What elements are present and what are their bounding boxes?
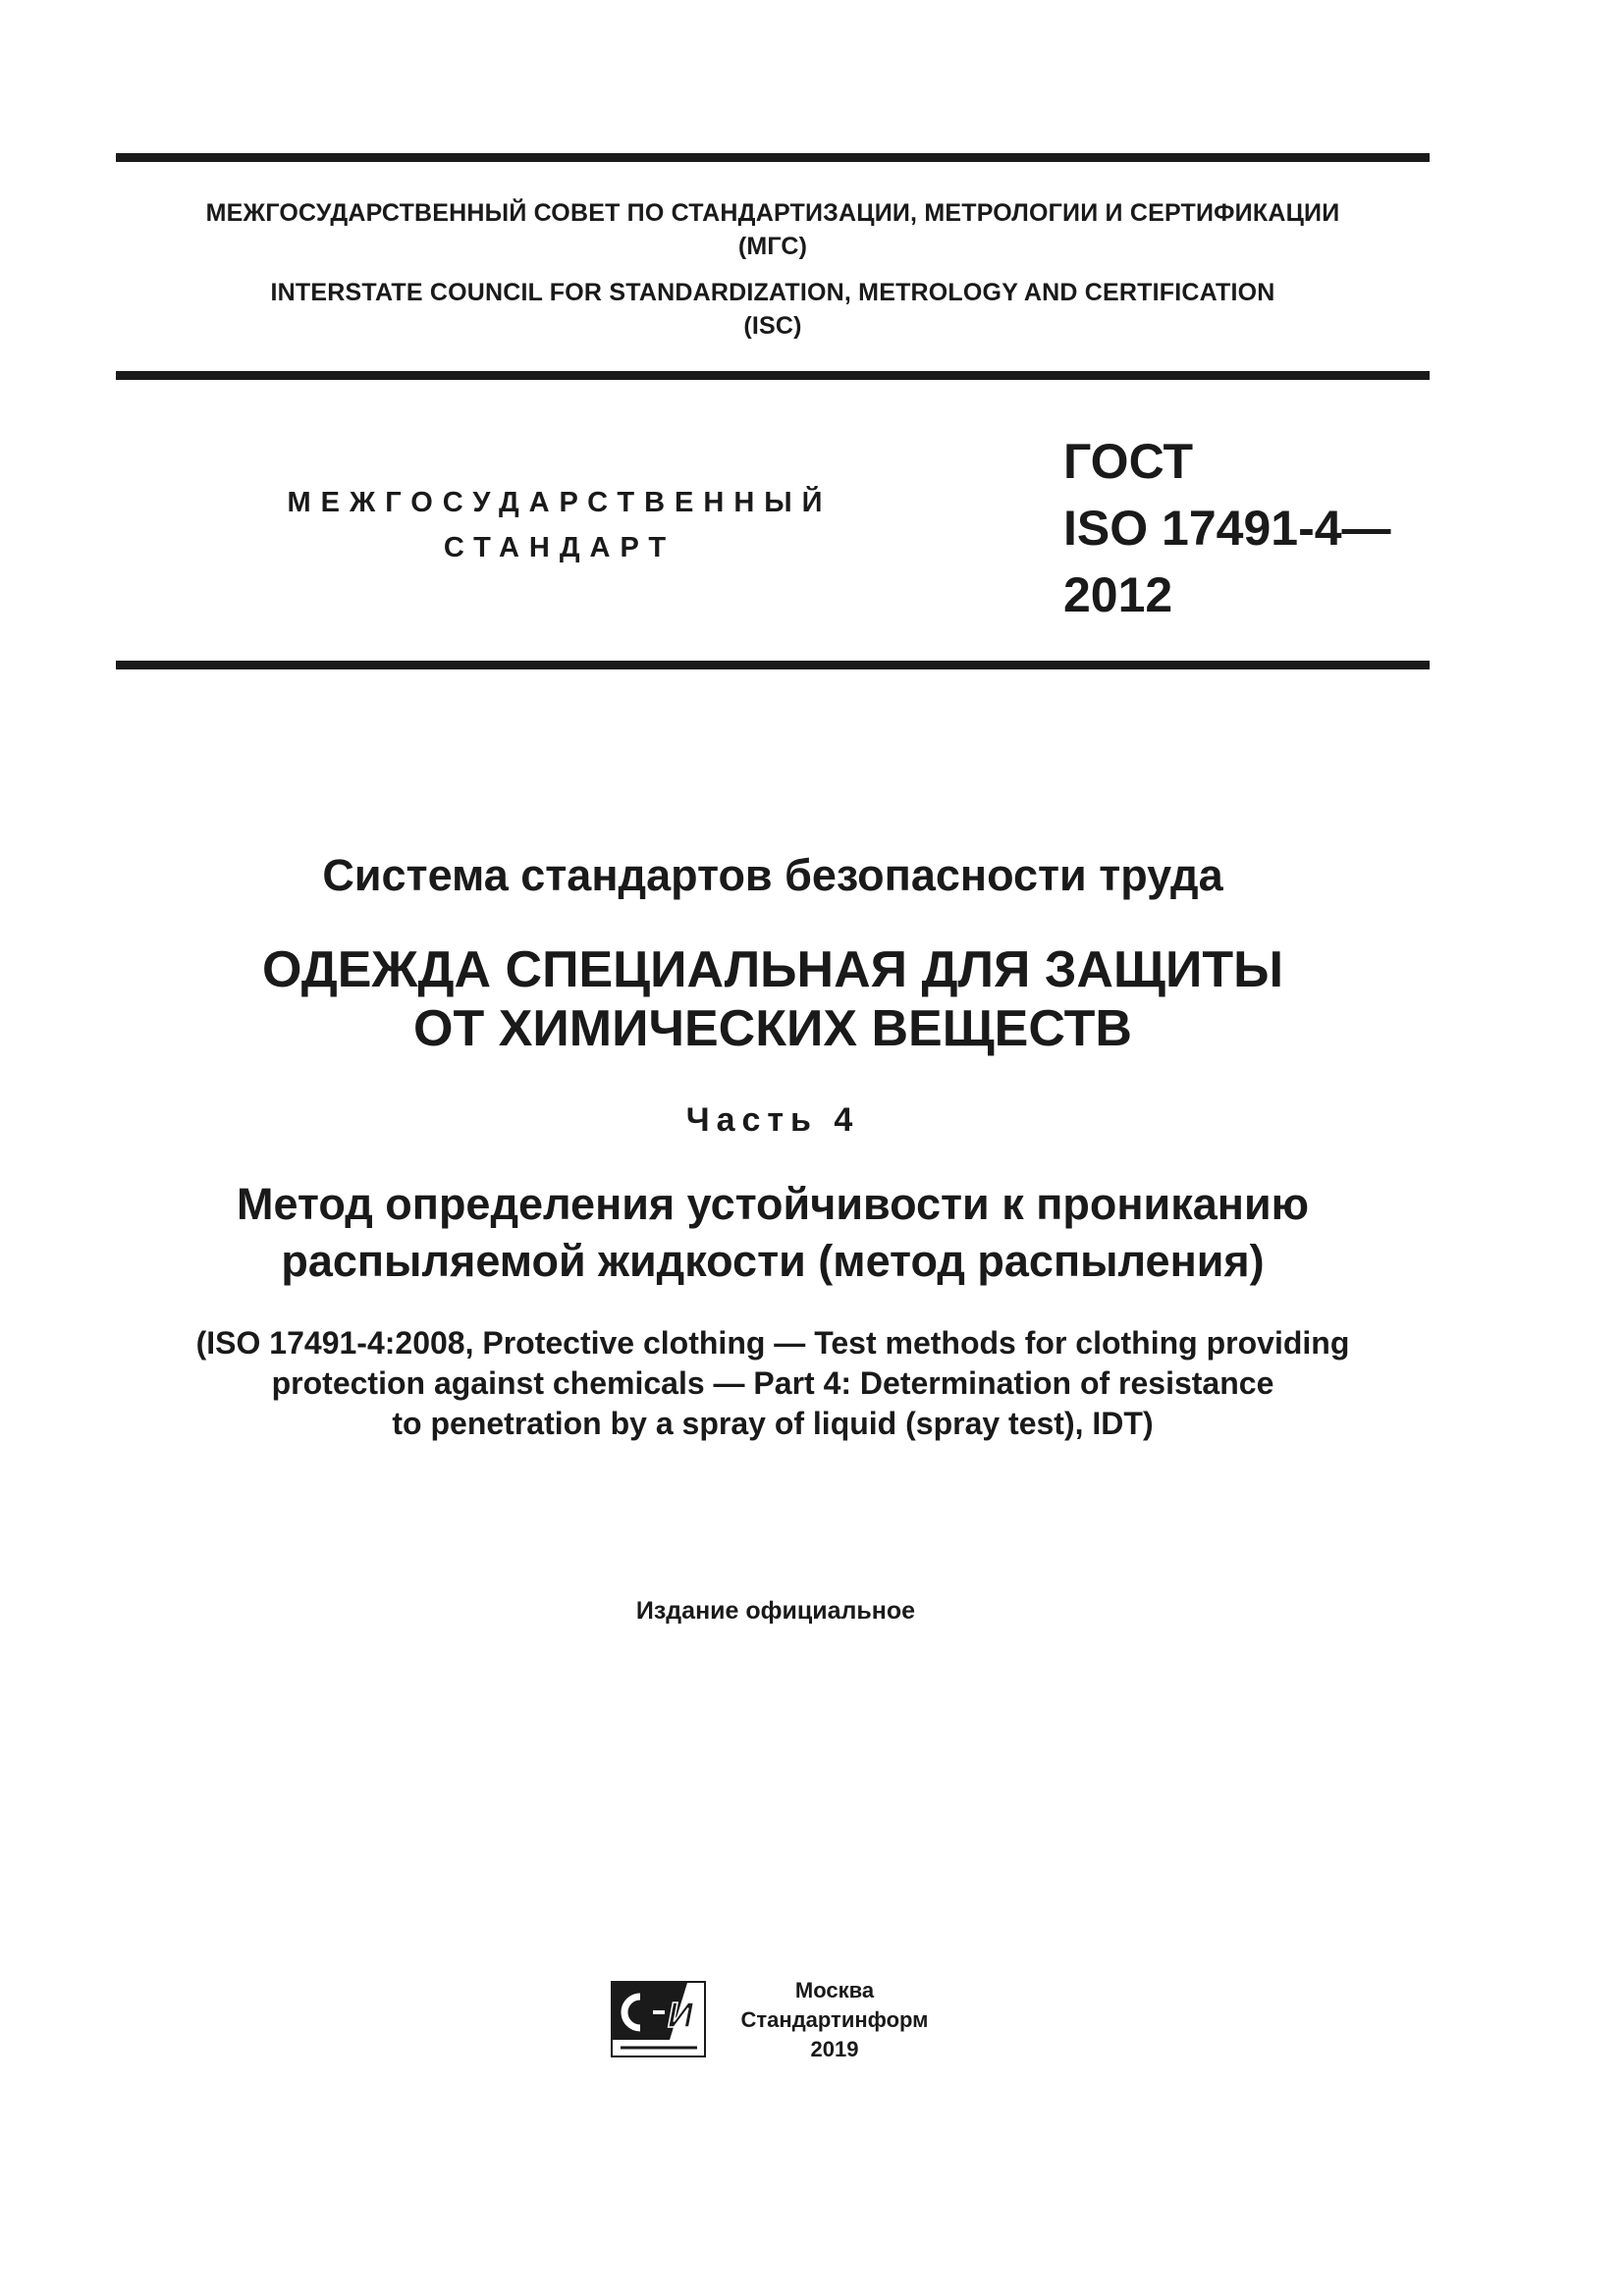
top-rule bbox=[116, 153, 1430, 162]
publisher-city: Москва bbox=[794, 1978, 875, 2002]
standard-type-line1: МЕЖГОСУДАРСТВЕННЫЙ bbox=[287, 487, 833, 518]
council-abbr-en: (ISC) bbox=[743, 312, 802, 340]
publisher-block bbox=[717, 1976, 952, 2064]
iso-reference-line3: to penetration by a spray of liquid (spray test), IDT) bbox=[392, 1406, 1154, 1441]
gost-year: 2012 bbox=[1063, 567, 1173, 622]
system-title: Система стандартов безопасности труда bbox=[322, 850, 1223, 900]
publisher-name: Стандартинформ bbox=[740, 2007, 929, 2032]
subtitle-line1: Метод определения устойчивости к прониканию bbox=[236, 1179, 1310, 1229]
iso-reference-line1: (ISO 17491-4:2008, Protective clothing — Test methods for clothing providing bbox=[195, 1325, 1350, 1361]
standard-type-line2: СТАНДАРТ bbox=[443, 532, 677, 563]
council-block bbox=[116, 196, 1430, 343]
gost-label: ГОСТ bbox=[1063, 434, 1193, 489]
gost-designation bbox=[1063, 428, 1436, 628]
gost-number: ISO 17491-4— bbox=[1063, 501, 1391, 556]
subtitle-line2: распыляемой жидкости (метод распыления) bbox=[281, 1236, 1265, 1286]
council-name-ru: МЕЖГОСУДАРСТВЕННЫЙ СОВЕТ ПО СТАНДАРТИЗАЦИИ, МЕТРОЛОГИИ И СЕРТИФИКАЦИИ bbox=[205, 199, 1340, 227]
iso-reference bbox=[116, 1323, 1430, 1444]
designation-divider-rule bbox=[116, 661, 1430, 669]
subtitle bbox=[116, 1176, 1430, 1290]
council-abbr-ru: (МГС) bbox=[737, 233, 808, 260]
standard-type bbox=[226, 480, 893, 570]
main-title-line2: ОТ ХИМИЧЕСКИХ ВЕЩЕСТВ bbox=[413, 1000, 1132, 1057]
main-title-line1: ОДЕЖДА СПЕЦИАЛЬНАЯ ДЛЯ ЗАЩИТЫ bbox=[262, 941, 1283, 998]
edition-label: Издание официальное bbox=[635, 1597, 916, 1625]
svg-text:И: И bbox=[668, 1995, 693, 2035]
part-label: Часть 4 bbox=[685, 1101, 860, 1139]
council-name-en: INTERSTATE COUNCIL FOR STANDARDIZATION, METROLOGY AND CERTIFICATION bbox=[270, 279, 1275, 306]
council-divider-rule bbox=[116, 371, 1430, 380]
iso-reference-line2: protection against chemicals — Part 4: Determination of resistance bbox=[271, 1365, 1274, 1401]
publisher-year: 2019 bbox=[810, 2037, 859, 2061]
main-title bbox=[116, 940, 1430, 1058]
standartinform-logo-icon bbox=[611, 1981, 706, 2057]
